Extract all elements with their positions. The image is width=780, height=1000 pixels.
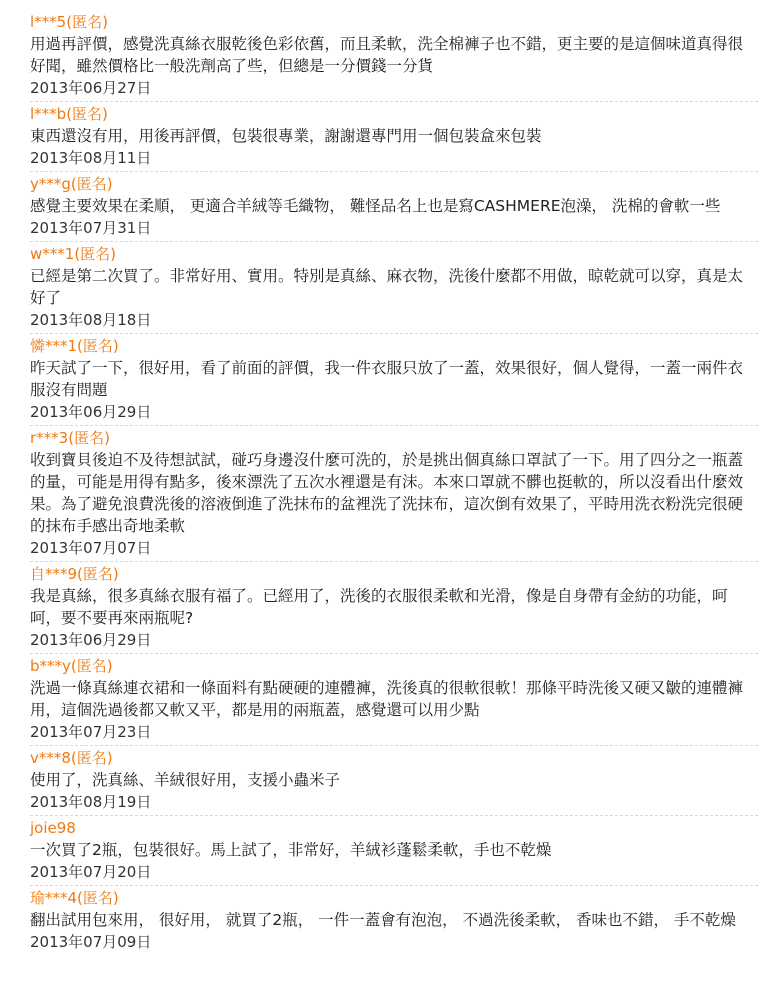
review-text: 已經是第二次買了。非常好用、實用。特別是真絲、麻衣物，洗後什麼都不用做，晾乾就可以穿，真是太好了 [30,267,744,307]
reviewer-name [30,173,758,195]
reviewer-name [30,747,758,769]
reviewer-user: 憐***1 [30,337,78,355]
review-item [30,173,758,242]
reviewer-anon-tag: (匿名) [68,429,110,447]
reviewer-name [30,427,758,449]
reviewer-user: l***b [30,105,67,123]
reviewer-anon-tag: (匿名) [77,565,119,583]
reviewer-user: r***3 [30,429,69,447]
reviewer-anon-tag: (匿名) [74,245,117,263]
review-text: 用過再評價，感覺洗真絲衣服乾後色彩依舊，而且柔軟，洗全棉褲子也不錯，更主要的是這個味道真得很好聞，雖然價格比一般洗劑高了些，但總是一分價錢一分貨 [30,35,744,75]
review-text: 一次買了2瓶，包裝很好。馬上試了，非常好，羊絨衫蓬鬆柔軟，手也不乾燥 [30,841,552,859]
reviewer-name [30,817,758,839]
review-item [30,243,758,334]
review-text: 使用了，洗真絲、羊絨很好用，支援小蟲米子 [30,771,341,789]
review-text: 洗過一條真絲連衣裙和一條面料有點硬硬的連體褲，洗後真的很軟很軟！那條平時洗後又硬又皺的連體褲用，這個洗過後都又軟又平，都是用的兩瓶蓋，感覺還可以用少點 [30,679,744,719]
review-text: 感覺主要效果在柔順， 更適合羊絨等毛織物， 難怪品名上也是寫CASHMERE泡澡， 洗棉的會軟一些 [30,197,721,215]
reviewer-user: joie98 [30,819,76,837]
review-date: 2013年06月27日 [30,79,152,97]
reviewer-anon-tag: (匿名) [70,175,113,193]
reviewer-user: b***y [30,657,71,675]
review-item [30,335,758,426]
reviewer-name [30,887,758,909]
review-item [30,103,758,172]
review-text: 昨天試了一下，很好用，看了前面的評價，我一件衣服只放了一蓋，效果很好，個人覺得，一蓋一兩件衣服沒有問題 [30,359,744,399]
review-text: 東西還沒有用，用後再評價，包裝很專業，謝謝還專門用一個包裝盒來包裝 [30,127,542,145]
reviewer-user: l***5 [30,13,67,31]
review-text: 翻出試用包來用， 很好用， 就買了2瓶， 一件一蓋會有泡泡， 不過洗後柔軟， 香味也不錯， 手不乾燥 [30,911,736,929]
reviewer-user: w***1 [30,245,75,263]
review-item [30,747,758,816]
review-date: 2013年06月29日 [30,631,152,649]
reviewer-anon-tag: (匿名) [70,657,113,675]
reviewer-user: v***8 [30,749,71,767]
review-text: 收到寶貝後迫不及待想試試，碰巧身邊沒什麼可洗的，於是挑出個真絲口罩試了一下。用了四分之一瓶蓋的量，可能是用得有點多，後來漂洗了五次水裡還是有沫。本來口罩就不髒也挺軟的，所以沒看出什麼效果。為了避免浪費洗後的溶液倒進了洗抹布的盆裡洗了洗抹布，這次倒有效果了，平時用洗衣粉洗完很硬的抹布手感出奇地柔軟 [30,451,744,535]
review-date: 2013年08月19日 [30,793,152,811]
reviewer-name [30,11,758,33]
reviewer-name [30,103,758,125]
reviewer-name [30,243,758,265]
review-date: 2013年07月23日 [30,723,152,741]
review-date: 2013年07月09日 [30,933,152,951]
review-item [30,427,758,562]
review-date: 2013年07月20日 [30,863,152,881]
review-item [30,11,758,102]
reviewer-name [30,655,758,677]
review-item [30,563,758,654]
reviewer-name [30,563,758,585]
review-item [30,817,758,886]
reviewer-user: 自***9 [30,565,78,583]
review-date: 2013年07月31日 [30,219,152,237]
reviewer-user: 瑜***4 [30,889,78,907]
reviewer-anon-tag: (匿名) [77,337,119,355]
reviewer-user: y***g [30,175,71,193]
reviewer-anon-tag: (匿名) [66,13,108,31]
review-date: 2013年08月11日 [30,149,152,167]
review-item [30,887,758,955]
review-item [30,655,758,746]
review-date: 2013年06月29日 [30,403,152,421]
reviewer-anon-tag: (匿名) [77,889,119,907]
review-date: 2013年07月07日 [30,539,152,557]
reviewer-anon-tag: (匿名) [66,105,108,123]
reviewer-anon-tag: (匿名) [70,749,113,767]
reviewer-name [30,335,758,357]
review-date: 2013年08月18日 [30,311,152,329]
review-text: 我是真絲，很多真絲衣服有福了。已經用了，洗後的衣服很柔軟和光滑，像是自身帶有金紡的功能，呵呵，要不要再來兩瓶呢? [30,587,728,627]
